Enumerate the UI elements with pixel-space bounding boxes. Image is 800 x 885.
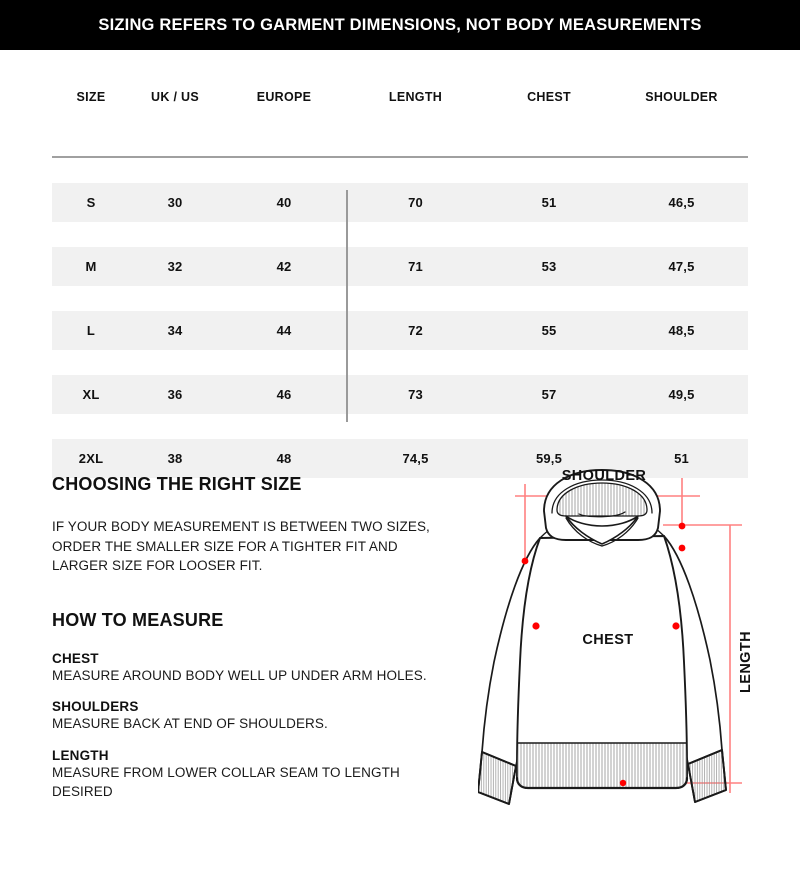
column-header-europe: EUROPE: [256, 90, 312, 104]
table-vertical-divider: [346, 190, 348, 422]
cell-chest: 55: [483, 311, 615, 350]
point-length-bottom: [620, 780, 626, 786]
cell-size: L: [52, 311, 130, 350]
measure-text-length-line-1: MEASURE FROM LOWER COLLAR SEAM TO LENGTH: [52, 764, 400, 780]
point-chest-left: [532, 622, 539, 629]
length-label: LENGTH: [738, 630, 754, 694]
column-header-uk-us: UK / US: [151, 90, 199, 104]
table-header-row: [52, 82, 748, 112]
cell-length: 70: [348, 183, 483, 222]
choosing-body-line-2: ORDER THE SMALLER SIZE FOR A TIGHTER FIT AND: [52, 538, 398, 554]
banner: [0, 0, 800, 50]
hem-ribbing: [517, 743, 687, 788]
cell-length: 71: [348, 247, 483, 286]
measure-text-length-line-2: DESIRED: [52, 784, 113, 799]
rule-gap: [52, 158, 748, 183]
choosing-body: [52, 517, 462, 576]
row-gap: [52, 350, 748, 375]
cell-shoulder: 48,5: [615, 311, 748, 350]
measure-item-shoulders: [52, 699, 462, 734]
hoodie-diagram: [478, 466, 796, 866]
cell-uk-us: 34: [130, 311, 220, 350]
how-to-measure-heading: HOW TO MEASURE: [52, 609, 224, 630]
table-row: [52, 311, 748, 350]
cell-shoulder: 51: [615, 439, 748, 478]
measure-text-shoulders: MEASURE BACK AT END OF SHOULDERS.: [52, 716, 328, 731]
column-header-shoulder: SHOULDER: [645, 90, 718, 104]
cell-shoulder: 46,5: [615, 183, 748, 222]
chest-label: CHEST: [582, 632, 634, 648]
cell-europe: 44: [220, 311, 348, 350]
row-gap: [52, 222, 748, 247]
cell-size: XL: [52, 375, 130, 414]
cell-chest: 57: [483, 375, 615, 414]
cell-europe: 42: [220, 247, 348, 286]
column-header-chest: CHEST: [527, 90, 571, 104]
header-spacer: [52, 112, 748, 156]
measure-label-chest: CHEST: [52, 650, 99, 666]
cell-uk-us: 38: [130, 439, 220, 478]
cell-size: S: [52, 183, 130, 222]
measure-label-shoulders: SHOULDERS: [52, 699, 139, 714]
measure-text-length: [52, 763, 462, 802]
cell-europe: 48: [220, 439, 348, 478]
cell-shoulder: 49,5: [615, 375, 748, 414]
column-header-size: SIZE: [76, 90, 106, 104]
row-gap: [52, 414, 748, 439]
column-header-length: LENGTH: [388, 90, 443, 104]
banner-title: SIZING REFERS TO GARMENT DIMENSIONS, NOT BODY MEASUREMENTS: [98, 15, 702, 34]
point-shoulder-right: [679, 523, 686, 530]
table-row: [52, 375, 748, 414]
cell-length: 74,5: [348, 439, 483, 478]
point-armhole-right: [679, 545, 686, 552]
row-gap: [52, 286, 748, 311]
cell-chest: 53: [483, 247, 615, 286]
cell-chest: 59,5: [483, 439, 615, 478]
choosing-heading: CHOOSING THE RIGHT SIZE: [52, 474, 302, 494]
cell-europe: 46: [220, 375, 348, 414]
shoulder-label: SHOULDER: [561, 468, 647, 484]
point-shoulder-left: [522, 558, 529, 565]
cell-size: 2XL: [52, 439, 130, 478]
choosing-body-line-3: LARGER SIZE FOR LOOSER FIT.: [52, 558, 263, 573]
cell-uk-us: 36: [130, 375, 220, 414]
measure-text-chest: MEASURE AROUND BODY WELL UP UNDER ARM HOLES.: [52, 667, 427, 683]
measure-item-chest: [52, 651, 462, 686]
cell-uk-us: 32: [130, 247, 220, 286]
cell-chest: 51: [483, 183, 615, 222]
measure-label-length: LENGTH: [52, 747, 109, 763]
size-table: [52, 82, 748, 478]
cell-length: 73: [348, 375, 483, 414]
table-row: [52, 183, 748, 222]
cell-europe: 40: [220, 183, 348, 222]
table-row: [52, 247, 748, 286]
cell-shoulder: 47,5: [615, 247, 748, 286]
info-column: [52, 474, 462, 802]
size-table-container: [52, 82, 748, 478]
point-chest-right: [672, 622, 679, 629]
choosing-body-line-1: IF YOUR BODY MEASUREMENT IS BETWEEN TWO SIZES,: [52, 519, 430, 534]
cell-size: M: [52, 247, 130, 286]
cell-length: 72: [348, 311, 483, 350]
cell-uk-us: 30: [130, 183, 220, 222]
measure-item-length: [52, 748, 462, 802]
